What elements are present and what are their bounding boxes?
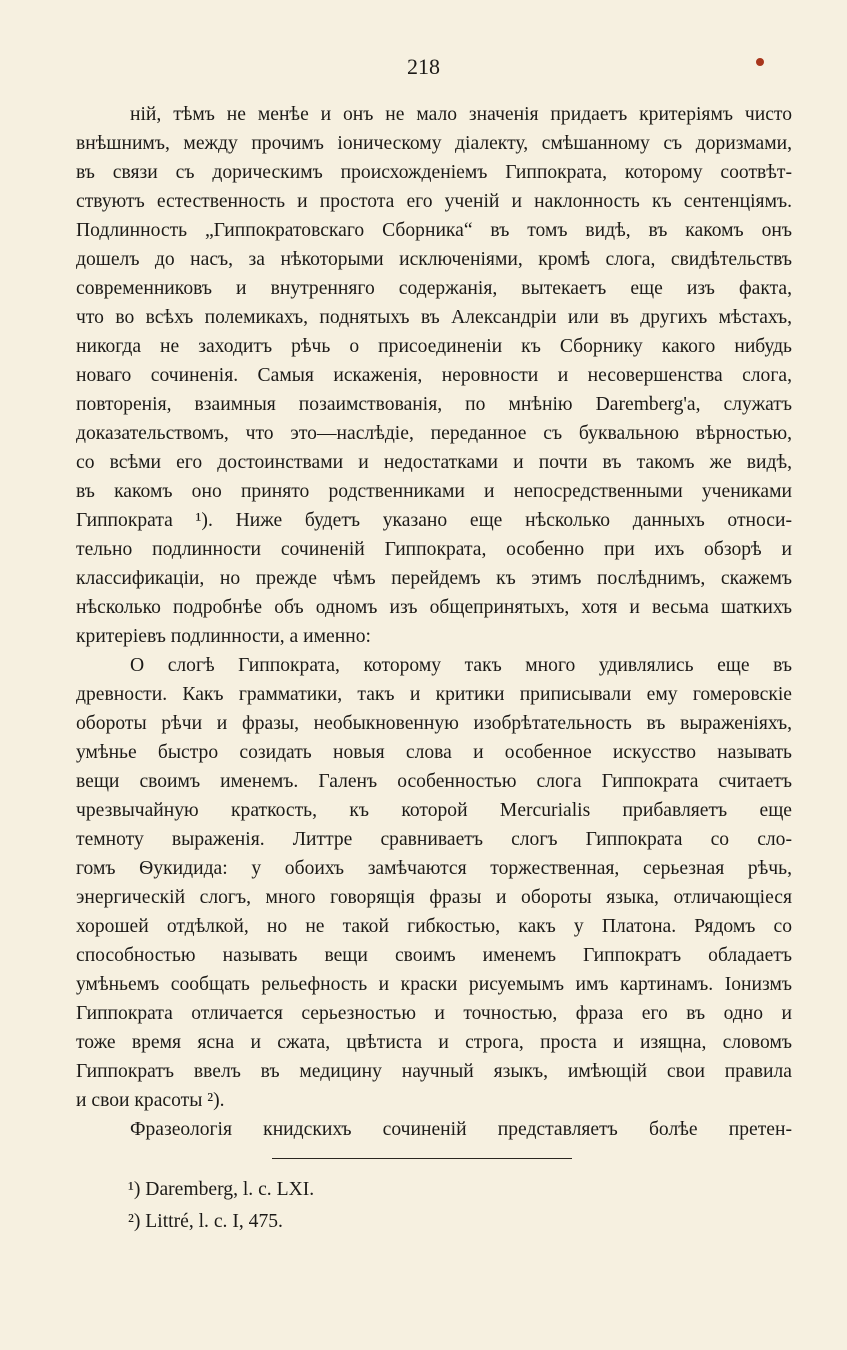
text-line: Фразеологія книдскихъ сочиненій представляетъ болѣе претен- — [130, 1119, 792, 1140]
text-line: обороты рѣчи и фразы, необыкновенную изобрѣтательность въ выраженіяхъ, — [76, 713, 792, 734]
text-line: никогда не заходитъ рѣчь о присоединеніи къ Сборнику какого нибудь — [76, 336, 792, 357]
ink-spot-mark — [756, 58, 764, 66]
paragraph-1 — [76, 100, 792, 651]
text-line: что во всѣхъ полемикахъ, поднятыхъ въ Александріи или въ другихъ мѣстахъ, — [76, 307, 792, 328]
text-line: хорошей отдѣлкой, но не такой гибкостью, какъ у Платона. Рядомъ со — [76, 916, 792, 937]
text-line: тельно подлинности сочиненій Гиппократа, особенно при ихъ обзорѣ и — [76, 539, 792, 560]
text-line: энергическій слогъ, много говорящія фразы и обороты языка, отличающіеся — [76, 887, 792, 908]
footnote-2: ²) Littré, l. c. I, 475. — [128, 1211, 283, 1232]
text-line: со всѣми его достоинствами и недостатками и почти въ такомъ же видѣ, — [76, 452, 792, 473]
text-line: новаго сочиненія. Самыя искаженія, неровности и несовершенства слога, — [76, 365, 792, 386]
text-line: чрезвычайную краткость, къ которой Mercurialis прибавляетъ еще — [76, 800, 792, 821]
text-line: современниковъ и внутренняго содержанія, вытекаетъ еще изъ факта, — [76, 278, 792, 299]
footnote-divider — [272, 1158, 572, 1159]
text-line: Гиппократъ ввелъ въ медицину научный языкъ, имѣющій свои правила — [76, 1061, 792, 1082]
text-line: умѣньемъ сообщать рельефность и краски рисуемымъ имъ картинамъ. Іонизмъ — [76, 974, 792, 995]
paragraph-3 — [76, 1115, 792, 1144]
text-line: темноту выраженія. Литтре сравниваетъ слогъ Гиппократа со сло- — [76, 829, 792, 850]
page-body — [76, 100, 792, 1144]
text-line: Подлинность „Гиппократовскаго Сборника“ въ томъ видѣ, въ какомъ онъ — [76, 220, 792, 241]
text-line: Гиппократа отличается серьезностью и точностью, фраза его въ одно и — [76, 1003, 792, 1024]
text-line: въ какомъ оно принято родственниками и непосредственными учениками — [76, 481, 792, 502]
text-line: классификаціи, но прежде чѣмъ перейдемъ къ этимъ послѣднимъ, скажемъ — [76, 568, 792, 589]
text-line: древности. Какъ грамматики, такъ и критики приписывали ему гомеровскіе — [76, 684, 792, 705]
footnotes — [128, 1174, 314, 1238]
page-number: 218 — [407, 54, 440, 79]
text-line: критеріевъ подлинности, а именно: — [76, 626, 371, 647]
text-line: вещи своимъ именемъ. Галенъ особенностью слога Гиппократа считаетъ — [76, 771, 792, 792]
text-line: доказательствомъ, что это—наслѣдіе, переданное съ буквальною вѣрностью, — [76, 423, 792, 444]
text-line: Гиппократа ¹). Ниже будетъ указано еще нѣсколько данныхъ относи- — [76, 510, 792, 531]
text-line: тоже время ясна и сжата, цвѣтиста и строга, проста и изящна, словомъ — [76, 1032, 792, 1053]
text-line: умѣнье быстро созидать новыя слова и особенное искусство называть — [76, 742, 792, 763]
text-line: дошелъ до насъ, за нѣкоторыми исключеніями, кромѣ слога, свидѣтельствъ — [76, 249, 792, 270]
text-line: О слогѣ Гиппократа, которому такъ много удивлялись еще въ — [130, 655, 792, 676]
text-line: внѣшнимъ, между прочимъ іоническому діалекту, смѣшанному съ доризмами, — [76, 133, 792, 154]
text-line: повторенія, взаимныя позаимствованія, по мнѣнію Daremberg'а, служатъ — [76, 394, 792, 415]
footnote-1: ¹) Daremberg, l. c. LXI. — [128, 1179, 315, 1200]
text-line: въ связи съ дорическимъ происхожденіемъ Гиппократа, которому соотвѣт- — [76, 162, 792, 183]
text-line: способностью называть вещи своимъ именемъ Гиппократъ обладаетъ — [76, 945, 792, 966]
text-line: ній, тѣмъ не менѣе и онъ не мало значенія придаетъ критеріямъ чисто — [130, 104, 792, 125]
text-line: ствуютъ естественность и простота его ученій и наклонность къ сентенціямъ. — [76, 191, 792, 212]
text-line: нѣсколько подробнѣе объ одномъ изъ общепринятыхъ, хотя и весьма шаткихъ — [76, 597, 792, 618]
text-line: гомъ Ѳукидида: у обоихъ замѣчаются торжественная, серьезная рѣчь, — [76, 858, 792, 879]
paragraph-2 — [76, 651, 792, 1115]
text-line: и свои красоты ²). — [76, 1090, 225, 1111]
